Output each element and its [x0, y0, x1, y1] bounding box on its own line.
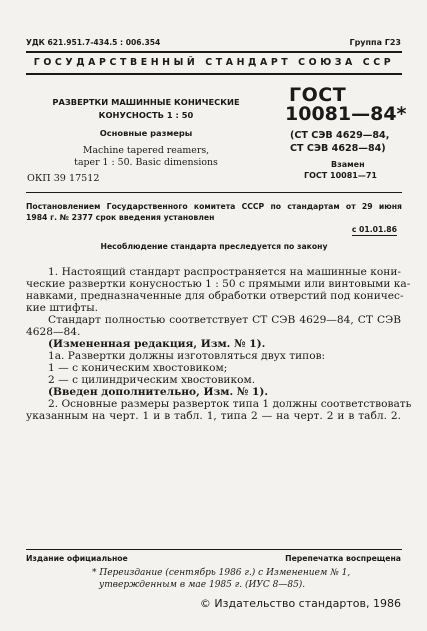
replace-label: Взамен: [331, 160, 365, 169]
decree-line1: Постановлением Государственного комитета СССР по стандартам от 29 июня: [26, 202, 402, 211]
reissue-note-line1: * Переиздание (сентябрь 1986 г.) с Изменением № 1,: [92, 568, 351, 578]
reissue-note-line2: утвержденным в мае 1985 г. (ИУС 8—85).: [99, 580, 306, 590]
udc-code: УДК 621.951.7-434.5 : 006.354: [26, 38, 161, 47]
legal-warning: Несоблюдение стандарта преследуется по закону: [100, 242, 328, 251]
official-edition: Издание официальное: [26, 554, 128, 563]
copyright: © Издательство стандартов, 1986: [199, 597, 401, 610]
title-en-line1: Machine tapered reamers,: [82, 145, 210, 156]
amendment-note-2: (Введен дополнительно, Изм. № 1).: [48, 386, 269, 398]
replace-value: ГОСТ 10081—71: [304, 171, 377, 180]
p1-line3: навками, предназначенные для обработки отверстий под коничес-: [26, 290, 404, 302]
top-rule: [26, 51, 402, 53]
subtitle-ru: Основные размеры: [99, 128, 193, 138]
type1-item: 1 — с коническим хвостовиком;: [48, 362, 228, 374]
p2-line1: Стандарт полностью соответствует СТ СЭВ 4629—84, СТ СЭВ: [48, 314, 401, 326]
effective-underline: [352, 235, 397, 236]
reprint-prohibited: Перепечатка воспрещена: [285, 554, 401, 563]
banner-rule: [26, 73, 402, 75]
okp-code: ОКП 39 17512: [27, 173, 100, 184]
st-sev-line1: (СТ СЭВ 4629—84,: [290, 130, 390, 141]
gost-number: 10081—84*: [285, 103, 407, 125]
p4-line2: указанным на черт. 1 и в табл. 1, типа 2 — на черт. 2 и в табл. 2.: [26, 410, 401, 422]
title-ru-line2: КОНУСНОСТЬ 1 : 50: [98, 110, 194, 120]
footer-rule: [26, 549, 402, 550]
p1-line1: 1. Настоящий стандарт распространяется на машинные кони-: [48, 266, 401, 278]
gost-label: ГОСТ: [289, 84, 347, 106]
p2-line2: 4628—84.: [26, 326, 81, 338]
p3-line: 1а. Развертки должны изготовляться двух типов:: [48, 350, 326, 362]
p1-line4: кие штифты.: [26, 302, 99, 314]
title-rule: [26, 192, 402, 193]
p1-line2: ческие развертки конусностью 1 : 50 с прямыми или винтовыми ка-: [26, 278, 411, 290]
title-en-line2: taper 1 : 50. Basic dimensions: [74, 157, 218, 168]
amendment-note-1: (Измененная редакция, Изм. № 1).: [48, 338, 266, 350]
title-ru-line1: РАЗВЕРТКИ МАШИННЫЕ КОНИЧЕСКИЕ: [52, 97, 240, 107]
p4-line1: 2. Основные размеры разверток типа 1 должны соответствовать: [48, 398, 412, 410]
standard-banner: ГОСУДАРСТВЕННЫЙ СТАНДАРТ СОЮЗА ССР: [33, 57, 395, 68]
group-code: Группа Г23: [349, 38, 401, 47]
st-sev-line2: СТ СЭВ 4628—84): [290, 143, 386, 154]
effective-date: с 01.01.86: [351, 225, 397, 234]
type2-item: 2 — с цилиндрическим хвостовиком.: [48, 374, 256, 386]
decree-line2: 1984 г. № 2377 срок введения установлен: [26, 213, 215, 222]
